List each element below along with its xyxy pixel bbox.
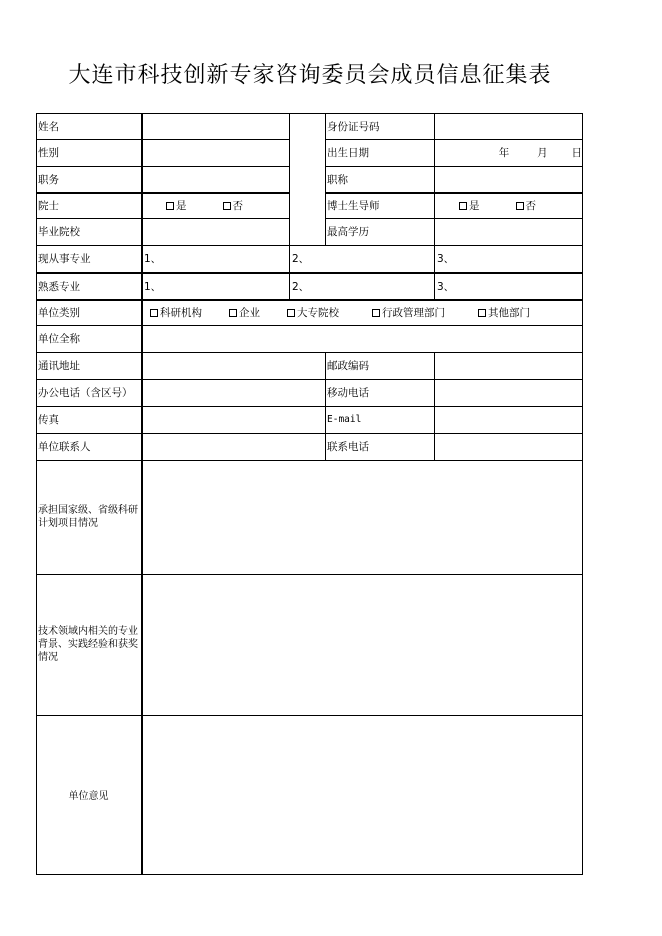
unit-type-label-research: 科研机构 <box>160 307 202 319</box>
education-field[interactable] <box>435 218 582 245</box>
email-field[interactable] <box>435 406 582 433</box>
label-office-phone: 办公电话（含区号） <box>38 387 133 399</box>
label-background: 技术领域内相关的专业背景、实践经验和获奖情况 <box>38 626 138 663</box>
contact-field[interactable] <box>142 433 325 460</box>
unit-type-checkbox-other[interactable] <box>478 309 486 317</box>
current-major-1[interactable]: 1、 <box>144 253 162 265</box>
month-label: 月 <box>537 147 548 159</box>
current-major-3[interactable]: 3、 <box>437 253 455 265</box>
label-gender: 性别 <box>38 147 59 159</box>
postcode-field[interactable] <box>435 352 582 379</box>
label-education: 最高学历 <box>327 226 369 238</box>
unit-type-options <box>142 300 582 325</box>
office-phone-field[interactable] <box>142 379 325 406</box>
phd-yes-checkbox[interactable] <box>459 202 467 210</box>
label-fax: 传真 <box>38 414 59 426</box>
contact-phone-field[interactable] <box>435 433 582 460</box>
unit-type-label-other: 其他部门 <box>488 307 530 319</box>
label-current-major: 现从事专业 <box>38 253 91 265</box>
label-address: 通讯地址 <box>38 360 80 372</box>
label-id-number: 身份证号码 <box>327 120 380 133</box>
title-field[interactable] <box>435 166 582 192</box>
id-number-field[interactable] <box>435 113 582 139</box>
label-title: 职称 <box>327 173 348 186</box>
position-field[interactable] <box>142 166 289 192</box>
label-email: E-mail <box>327 414 362 425</box>
projects-field[interactable] <box>142 460 582 574</box>
phd-no-label: 否 <box>525 200 536 212</box>
label-postcode: 邮政编码 <box>327 360 369 372</box>
gender-field[interactable] <box>142 139 289 166</box>
academician-yes-label: 是 <box>176 200 187 212</box>
photo-area[interactable] <box>290 113 325 245</box>
unit-type-checkbox-admin[interactable] <box>372 309 380 317</box>
phd-yes-label: 是 <box>469 200 480 212</box>
label-unit-type: 单位类别 <box>38 307 80 319</box>
info-form <box>36 113 583 875</box>
label-contact-phone: 联系电话 <box>327 441 369 453</box>
academician-no-checkbox[interactable] <box>223 202 231 210</box>
label-unit-name: 单位全称 <box>38 333 80 345</box>
opinion-field[interactable] <box>142 715 582 874</box>
address-field[interactable] <box>142 352 325 379</box>
label-name: 姓名 <box>38 120 59 133</box>
label-position: 职务 <box>38 173 59 186</box>
label-mobile: 移动电话 <box>327 387 369 399</box>
fax-field[interactable] <box>142 406 325 433</box>
label-contact: 单位联系人 <box>38 441 91 453</box>
academician-yes-checkbox[interactable] <box>166 202 174 210</box>
name-field[interactable] <box>142 113 289 139</box>
unit-type-label-admin: 行政管理部门 <box>382 307 445 319</box>
label-opinion: 单位意见 <box>68 791 109 802</box>
current-major-2[interactable]: 2、 <box>292 253 310 265</box>
year-label: 年 <box>498 147 510 159</box>
familiar-major-3[interactable]: 3、 <box>437 280 455 293</box>
label-projects: 承担国家级、省级科研计划项目情况 <box>38 505 138 529</box>
familiar-major-2[interactable]: 2、 <box>292 280 310 293</box>
label-phd-supervisor: 博士生导师 <box>327 200 380 212</box>
table-border-right <box>582 113 583 875</box>
birth-date-field[interactable] <box>435 139 582 166</box>
unit-type-checkbox-college[interactable] <box>287 309 295 317</box>
school-field[interactable] <box>142 218 289 245</box>
phd-no-checkbox[interactable] <box>516 202 524 210</box>
unit-type-checkbox-research[interactable] <box>150 309 158 317</box>
familiar-major-1[interactable]: 1、 <box>144 280 162 293</box>
day-label: 日 <box>571 147 582 159</box>
background-field[interactable] <box>142 574 582 715</box>
academician-no-label: 否 <box>232 200 243 212</box>
page-title: 大连市科技创新专家咨询委员会成员信息征集表 <box>68 63 552 88</box>
unit-type-label-college: 大专院校 <box>297 307 339 319</box>
academician-options <box>142 193 289 218</box>
unit-type-label-enterprise: 企业 <box>239 307 260 319</box>
unit-type-checkbox-enterprise[interactable] <box>229 309 237 317</box>
phd-supervisor-options <box>435 193 582 218</box>
label-familiar-major: 熟悉专业 <box>38 280 80 293</box>
table-border-bottom <box>36 874 583 875</box>
label-birth-date: 出生日期 <box>327 147 369 159</box>
label-school: 毕业院校 <box>38 226 80 238</box>
unit-name-field[interactable] <box>142 325 582 352</box>
mobile-field[interactable] <box>435 379 582 406</box>
label-academician: 院士 <box>38 200 59 212</box>
